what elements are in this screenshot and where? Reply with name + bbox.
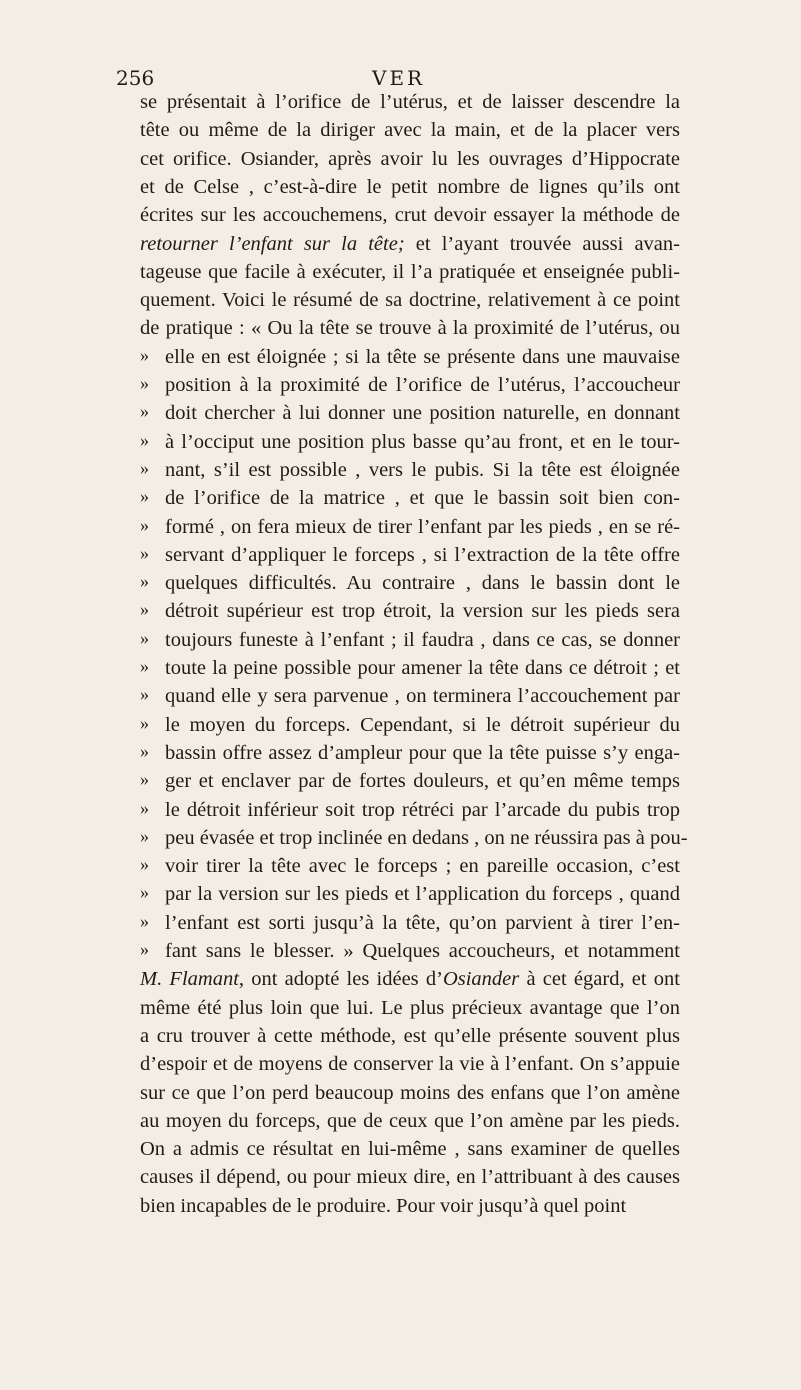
quote-mark: » (140, 882, 149, 903)
text-line: au moyen du forceps, que de ceux que l’on amène par les pieds. (140, 1109, 680, 1132)
text-line: bien incapables de le produire. Pour voir jusqu’à quel point (140, 1194, 627, 1217)
text-line: quement. Voici le résumé de sa doctrine, relativement à ce point (140, 289, 680, 312)
text-run: et l’ayant trouvée aussi avan- (404, 232, 680, 255)
running-head: VER (372, 66, 426, 90)
text-run: , ont adopté les idées d’ (238, 968, 443, 991)
quote-mark: » (140, 486, 149, 507)
text-line: à l’occiput une position plus basse qu’au front, et en le tour- (165, 430, 680, 453)
quote-mark: » (140, 854, 149, 875)
text-line: d’espoir et de moyens de conserver la vie à l’enfant. On s’appuie (140, 1053, 680, 1076)
page-number: 256 (116, 66, 155, 90)
italic-text: M. Flamant (140, 968, 239, 991)
quote-mark: » (140, 656, 149, 676)
text-line: bassin offre assez d’ampleur pour que la tête puisse s’y enga- (165, 741, 680, 764)
quote-mark: » (140, 712, 149, 733)
text-line: se présentait à l’orifice de l’utérus, et de laisser descendre la (140, 91, 680, 113)
text-line: tageuse que facile à exécuter, il l’a pratiquée et enseignée publi- (140, 260, 680, 283)
text-line: voir tirer la tête avec le forceps ; en pareille occasion, c’est (165, 855, 680, 878)
italic-text: retourner l’enfant sur la tête; (140, 232, 405, 255)
text-line: et de Celse , c’est-à-dire le petit nombre de lignes qu’ils ont (140, 175, 680, 198)
quote-mark: » (140, 429, 149, 450)
text-line: doit chercher à lui donner une position naturelle, en donnant (165, 402, 680, 425)
text-line: quelques difficultés. Au contraire , dans le bassin dont le (165, 572, 680, 595)
text-line (140, 965, 680, 993)
text-line (140, 230, 680, 258)
text-line: quand elle y sera parvenue , on terminera l’accouchement par (165, 685, 680, 708)
text-line: cet orifice. Osiander, après avoir lu les ouvrages d’Hippocrate (140, 147, 680, 170)
text-line: même été plus loin que lui. Le plus précieux avantage que l’on (140, 996, 680, 1019)
italic-text: Osiander (442, 968, 520, 991)
text-line: sur ce que l’on perd beaucoup moins des enfans que l’on amène (140, 1081, 680, 1104)
text-line: de pratique : « Ou la tête se trouve à la proximité de l’utérus, ou (140, 317, 680, 340)
quote-mark: » (140, 457, 149, 478)
quote-mark: » (140, 627, 149, 648)
text-line: formé , on fera mieux de tirer l’enfant par les pieds , en se ré- (165, 515, 680, 538)
text-line: ger et enclaver par de fortes douleurs, et qu’en même temps (165, 770, 680, 793)
text-line: a cru trouver à cette méthode, est qu’elle présente souvent plus (140, 1024, 680, 1047)
text-line: par la version sur les pieds et l’application du forceps , quand (165, 883, 680, 906)
text-line: nant, s’il est possible , vers le pubis. Si la tête est éloignée (165, 458, 680, 481)
text-line: causes il dépend, ou pour mieux dire, en l’attribuant à des causes (140, 1166, 680, 1189)
text-line: l’enfant est sorti jusqu’à la tête, qu’on parvient à tirer l’en- (165, 911, 680, 934)
text-line: de l’orifice de la matrice , et que le bassin soit bien con- (165, 487, 680, 510)
text-line: le moyen du forceps. Cependant, si le détroit supérieur du (165, 713, 680, 736)
text-line: détroit supérieur est trop étroit, la version sur les pieds sera (165, 600, 680, 623)
text-line: On a admis ce résultat en lui-même , sans examiner de quelles (140, 1138, 680, 1161)
text-run: à cet égard, et ont (519, 968, 681, 991)
text-line: toujours funeste à l’enfant ; il faudra , dans ce cas, se donner (165, 628, 680, 651)
text-line: écrites sur les accouchemens, crut devoir essayer la méthode de (140, 204, 680, 227)
quote-mark: » (140, 571, 149, 592)
text-line: elle en est éloignée ; si la tête se présente dans une mauvaise (165, 345, 680, 368)
quote-mark: » (140, 769, 149, 790)
quote-mark: » (140, 910, 149, 931)
text-line: servant d’appliquer le forceps , si l’extraction de la tête offre (165, 543, 680, 566)
quote-mark: » (140, 401, 149, 422)
text-line: toute la peine possible pour amener la tête dans ce détroit ; et (165, 657, 680, 679)
text-line: position à la proximité de l’orifice de l’utérus, l’accoucheur (165, 374, 680, 396)
quote-mark: » (140, 825, 149, 846)
quote-mark: » (140, 373, 149, 393)
text-line: tête ou même de la diriger avec la main, et de la placer vers (140, 119, 680, 142)
quote-mark: » (140, 514, 149, 535)
text-line: fant sans le blesser. » Quelques accoucheurs, et notamment (165, 940, 680, 962)
quote-mark: » (140, 797, 149, 818)
quote-mark: » (140, 939, 149, 959)
quote-mark: » (140, 599, 149, 620)
quote-mark: » (140, 684, 149, 705)
text-line: le détroit inférieur soit trop rétréci par l’arcade du pubis trop (165, 798, 680, 821)
quote-mark: » (140, 740, 149, 761)
text-line: peu évasée et trop inclinée en dedans , on ne réussira pas à pou- (165, 826, 688, 849)
quote-mark: » (140, 344, 149, 365)
quote-mark: » (140, 542, 149, 563)
